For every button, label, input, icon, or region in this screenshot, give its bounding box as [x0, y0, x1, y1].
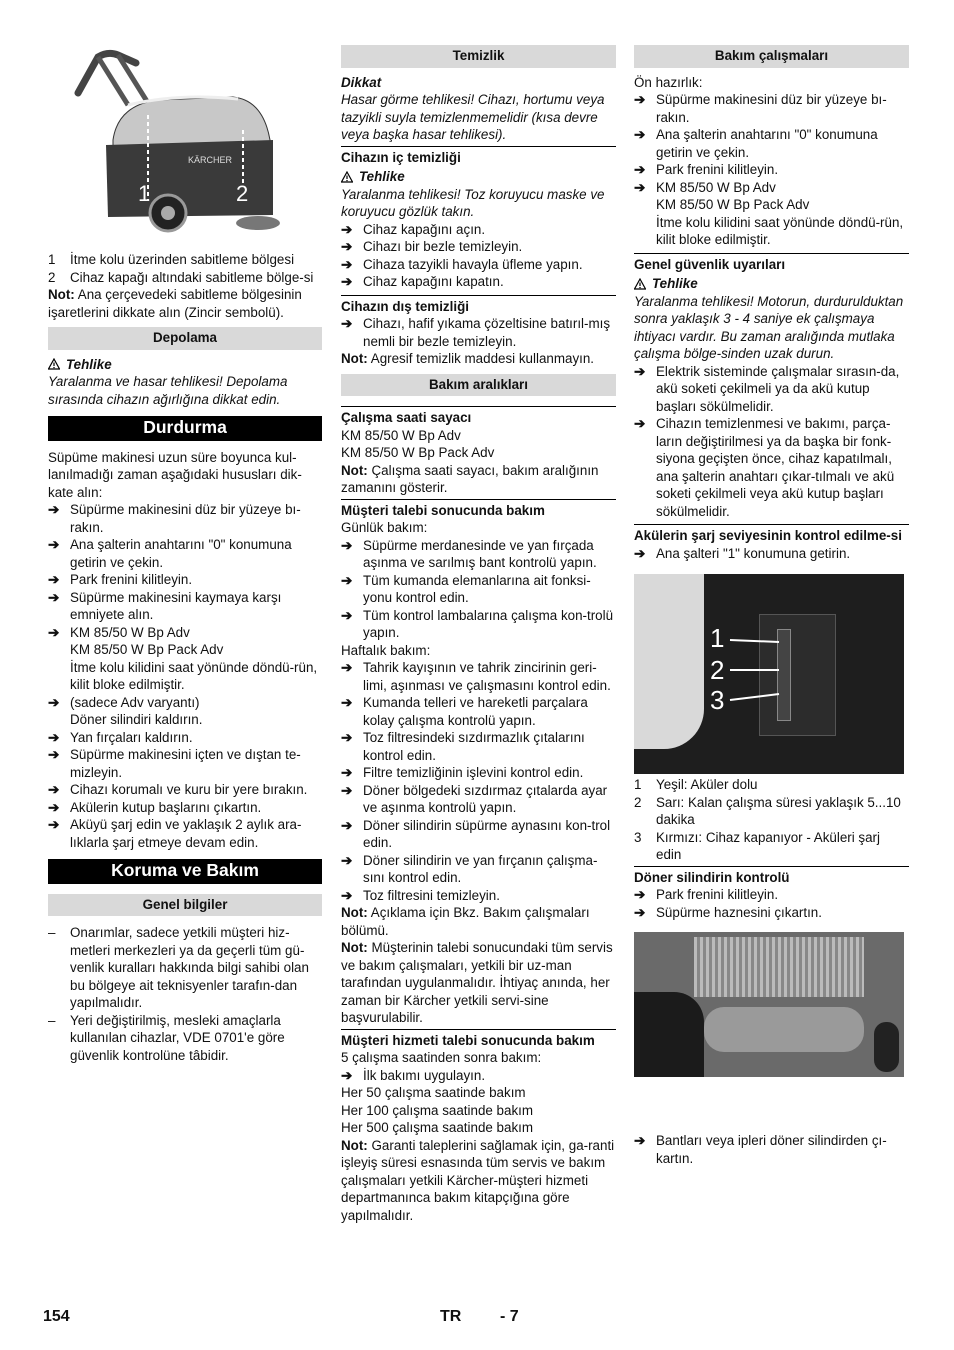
step: ➔ Park frenini kilitleyin. [634, 162, 779, 177]
step: ➔ Elektrik sisteminde çalışmalar sırasın-da, akü soketi çekilmeli ya da akü kutup başları sökülmelidir. [634, 363, 900, 414]
step: ➔ Akülerin kutup başlarını çıkartın. [48, 799, 262, 815]
step: ➔ Cihazı bir bezle temizleyin. [341, 239, 523, 254]
svg-text:KÄRCHER: KÄRCHER [188, 155, 233, 165]
model: KM 85/50 W Bp Adv [341, 427, 461, 443]
note: Not: Ana çerçevedeki sabitleme bölgesinin işaretlerini dikkate alın (Zincir sembolü). [48, 287, 302, 320]
danger-label: Tehlike [634, 275, 909, 293]
language-code: TR [440, 1308, 462, 1325]
step-detail: İtme kolu kilidini saat yönünde döndü-rün, kilit bloke edilmiştir. [656, 214, 904, 247]
heading-sayac: Çalışma saati sayacı [341, 406, 616, 427]
legend-item: 1 Yeşil: Aküler dolu [634, 777, 758, 792]
step: ➔ Döner silindirin süpürme aynasını kon-trol edin. [341, 817, 611, 850]
heading-hizmet: Müşteri hizmeti talebi sonucunda bakım [341, 1029, 616, 1050]
step: ➔ Cihaza tazyikli havayla üfleme yapın. [341, 256, 583, 272]
legend-item: 2 Cihaz kapağı altındaki sabitleme bölge-si [48, 269, 314, 285]
heading-sarj: Akülerin şarj seviyesinin kontrol edilme-si [634, 524, 909, 545]
step: ➔ KM 85/50 W Bp Adv [634, 179, 776, 195]
step: ➔ Süpürme haznesini çıkartın. [634, 904, 822, 920]
step: ➔ Tahrik kayışının ve tahrik zincirinin geri-limi, aşınması ve çalışmasını kontrol edin. [341, 660, 611, 693]
step: ➔ Toz filtresindeki sızdırmazlık çıtalarını kontrol edin. [341, 730, 585, 763]
step: ➔ Ana şalterin anahtarını "0" konumuna getirin ve çekin. [48, 537, 292, 570]
note: Not: Agresif temizlik maddesi kullanmayın. [341, 351, 595, 366]
step: ➔ İlk bakımı uygulayın. [341, 1067, 486, 1083]
column-1 [48, 45, 322, 1064]
durdurma-intro: Süpüme makinesi uzun süre boyunca kul-lanılmadığı zaman aşağıdaki hususları dik-kate alın: [48, 449, 302, 500]
depolama-warning: Yaralanma ve hasar tehlikesi! Depolama sırasında cihazın ağırlığına dikkat edin. [48, 374, 288, 407]
heading-depolama: Depolama [48, 327, 322, 350]
step: ➔ Döner silindirin ve yan fırçanın çalışma-sını kontrol edin. [341, 852, 598, 885]
danger-label: Tehlike [48, 356, 322, 374]
step: ➔ Cihazı, hafif yıkama çözeltisine batırıl-mış nemli bir bezle temizleyin. [341, 316, 611, 349]
step: ➔ Cihaz kapağını kapatın. [341, 274, 504, 289]
hazirlik-label: Ön hazırlık: [634, 74, 703, 90]
step: ➔ Toz filtresini temizleyin. [341, 887, 500, 903]
battery-indicator-photo [634, 574, 904, 774]
step: ➔ Süpürme makinesini kaymaya karşı emniyete alın. [48, 589, 282, 622]
step: ➔ Süpürme makinesini düz bir yüzeye bı-rakın. [48, 502, 301, 535]
indicator-label-3: 3 [710, 685, 725, 715]
danger-label: Tehlike [341, 168, 616, 186]
guvenlik-warning: Yaralanma tehlikesi! Motorun, durdurulduktan sonra yaklaşık 3 - 4 saniye ek çalışmaya ihtiyacı vardır. Bu zaman aralığında mutlaka çalışma bölge-sinden uzak durun. [634, 293, 904, 361]
step: ➔ Filtre temizliğinin işlevini kontrol edin. [341, 765, 584, 780]
step-detail: KM 85/50 W Bp Pack Adv [70, 642, 224, 657]
note: Not: Açıklama için Bkz. Bakım çalışmaları bölümü. [341, 905, 590, 938]
warning-icon [634, 278, 646, 290]
note: Not: Müşterinin talebi sonucundaki tüm servis ve bakım çalışmaları, yetkili bir uz-man tarafından uygulanmalıdır. İhtiyaç anında, her zaman bir Kärcher yetkili servi-sine başvurulabilir. [341, 940, 613, 1025]
dash-item: – Onarımlar, sadece yetkili müşteri hiz-metleri merkezleri ya da geçerli tüm gü-venlik kuralları hakkında bilgi sahibi olan bu bölgeye ait teknisyenler tarafın-dan yapılmalıdır. [48, 925, 309, 1010]
step: ➔ Cihazın temizlenmesi ve bakımı, parça-ların değiştirilmesi ya da başka bir fonk-siyona geçişten önce, cihaz kapatılmalı, ana şalterin anahtarı çıkar-tılmalı ve akü soketi çekilmeli veya akü kutup başları sökülmelidir. [634, 416, 895, 519]
heading-durdurma: Durdurma [48, 416, 322, 441]
heading-genel: Genel bilgiler [48, 894, 322, 917]
step: ➔ Süpürme makinesini içten ve dıştan te-mizleyin. [48, 747, 301, 780]
step: ➔ Kumanda telleri ve hareketli parçalara kolay çalışma kontrolü yapın. [341, 695, 588, 728]
section-page: - 7 [500, 1308, 519, 1325]
heading-calismalari: Bakım çalışmaları [634, 45, 909, 68]
step: ➔ Döner bölgedeki sızdırmaz çıtalarda ayar ve aşınma kontrolü yapın. [341, 782, 608, 815]
step: ➔ Cihaz kapağını açın. [341, 221, 486, 237]
column-2 [341, 45, 616, 1224]
step: ➔ Yan fırçaları kaldırın. [48, 729, 193, 745]
dash-item: – Yeri değiştirilmiş, mesleki amaçlarla kullanılan cihazlar, VDE 0701'e göre güvenlik kontrolüne tâbidir. [48, 1012, 285, 1063]
step: ➔ Ana şalteri "1" konumuna getirin. [634, 545, 851, 561]
sweeper-illustration [58, 45, 308, 240]
hours: Her 100 çalışma saatinde bakım [341, 1102, 534, 1118]
legend-item: 1 İtme kolu üzerinden sabitleme bölgesi [48, 252, 295, 267]
step: ➔ Süpürme makinesini düz bir yüzeye bı-rakın. [634, 92, 887, 125]
legend-item: 2 Sarı: Kalan çalışma süresi yaklaşık 5...10 dakika [634, 794, 901, 827]
caution-label: Dikkat [341, 74, 382, 90]
step-detail: İtme kolu kilidini saat yönünde döndü-rün, kilit bloke edilmiştir. [70, 659, 318, 692]
hours: Her 50 çalışma saatinde bakım [341, 1085, 526, 1100]
heading-koruma: Koruma ve Bakım [48, 859, 322, 884]
heading-doner: Döner silindirin kontrolü [634, 866, 909, 887]
step-detail: KM 85/50 W Bp Pack Adv [656, 197, 810, 212]
figure-label-1: 1 [138, 181, 151, 206]
step: ➔ Süpürme merdanesinde ve yan fırçada aşınma ve sarılmış bant kontrolü yapın. [341, 537, 597, 570]
heading-guvenlik: Genel güvenlik uyarıları [634, 253, 909, 274]
warning-icon [48, 358, 60, 370]
step: ➔ (sadece Adv varyantı) [48, 694, 200, 710]
step: ➔ Park frenini kilitleyin. [634, 887, 779, 902]
indicator-label-1: 1 [710, 623, 725, 653]
step: ➔ Tüm kontrol lambalarına çalışma kon-trolü yapın. [341, 607, 614, 640]
note: Not: Garanti taleplerini sağlamak için, ga-ranti işleyiş süresi esnasında tüm servis ve bakım çalışmaları yetkili Kärcher-müşteri hizmeti departmanınca bakım kitapçığına göre yapılmalıdır. [341, 1137, 615, 1223]
pointer-lines [634, 574, 904, 774]
legend-item: 3 Kırmızı: Cihaz kapanıyor - Aküleri şarj edin [634, 829, 880, 862]
column-3 [634, 45, 909, 1167]
warning-icon [341, 171, 353, 183]
step: ➔ KM 85/50 W Bp Adv [48, 624, 190, 640]
heading-araliklar: Bakım aralıkları [341, 374, 616, 397]
heading-temizlik: Temizlik [341, 45, 616, 68]
ic-warning: Yaralanma tehlikesi! Toz koruyucu maske ve koruyucu gözlük takın. [341, 186, 605, 219]
step: ➔ Bantları veya ipleri döner silindirden çı-kartın. [634, 1133, 887, 1166]
note: Not: Çalışma saati sayacı, bakım aralığının zamanını gösterir. [341, 462, 599, 495]
haftalik-label: Haftalık bakım: [341, 642, 431, 658]
page-number: 154 [43, 1308, 70, 1325]
heading-dis-temizlik: Cihazın dış temizliği [341, 295, 616, 316]
step: ➔ Aküyü şarj edin ve yaklaşık 2 aylık ara-lıklarla şarj etmeye devam edin. [48, 817, 302, 850]
indicator-label-2: 2 [710, 655, 725, 685]
figure-label-2: 2 [236, 181, 249, 206]
step: ➔ Tüm kumanda elemanlarına ait fonksi-yonu kontrol edin. [341, 572, 591, 605]
step: ➔ Cihazı korumalı ve kuru bir yere bırakın. [48, 782, 308, 797]
hours: Her 500 çalışma saatinde bakım [341, 1120, 534, 1135]
roller-photo [634, 932, 904, 1077]
caution-text: Hasar görme tehlikesi! Cihazı, hortumu veya tazyikli suyla temizlenmemelidir (kısa devre veya başka hasar tehlikesi). [341, 92, 605, 142]
step: ➔ Ana şalterin anahtarını "0" konumuna getirin ve çekin. [634, 127, 878, 160]
model: KM 85/50 W Bp Pack Adv [341, 445, 495, 460]
gunluk-label: Günlük bakım: [341, 520, 428, 535]
step-detail: Döner silindiri kaldırın. [70, 712, 203, 727]
heading-talep: Müşteri talebi sonucunda bakım [341, 499, 616, 520]
sweeper-figure [58, 45, 308, 240]
heading-ic-temizlik: Cihazın iç temizliği [341, 146, 616, 167]
step: ➔ Park frenini kilitleyin. [48, 572, 193, 587]
hizmet-intro: 5 çalışma saatinden sonra bakım: [341, 1050, 542, 1065]
